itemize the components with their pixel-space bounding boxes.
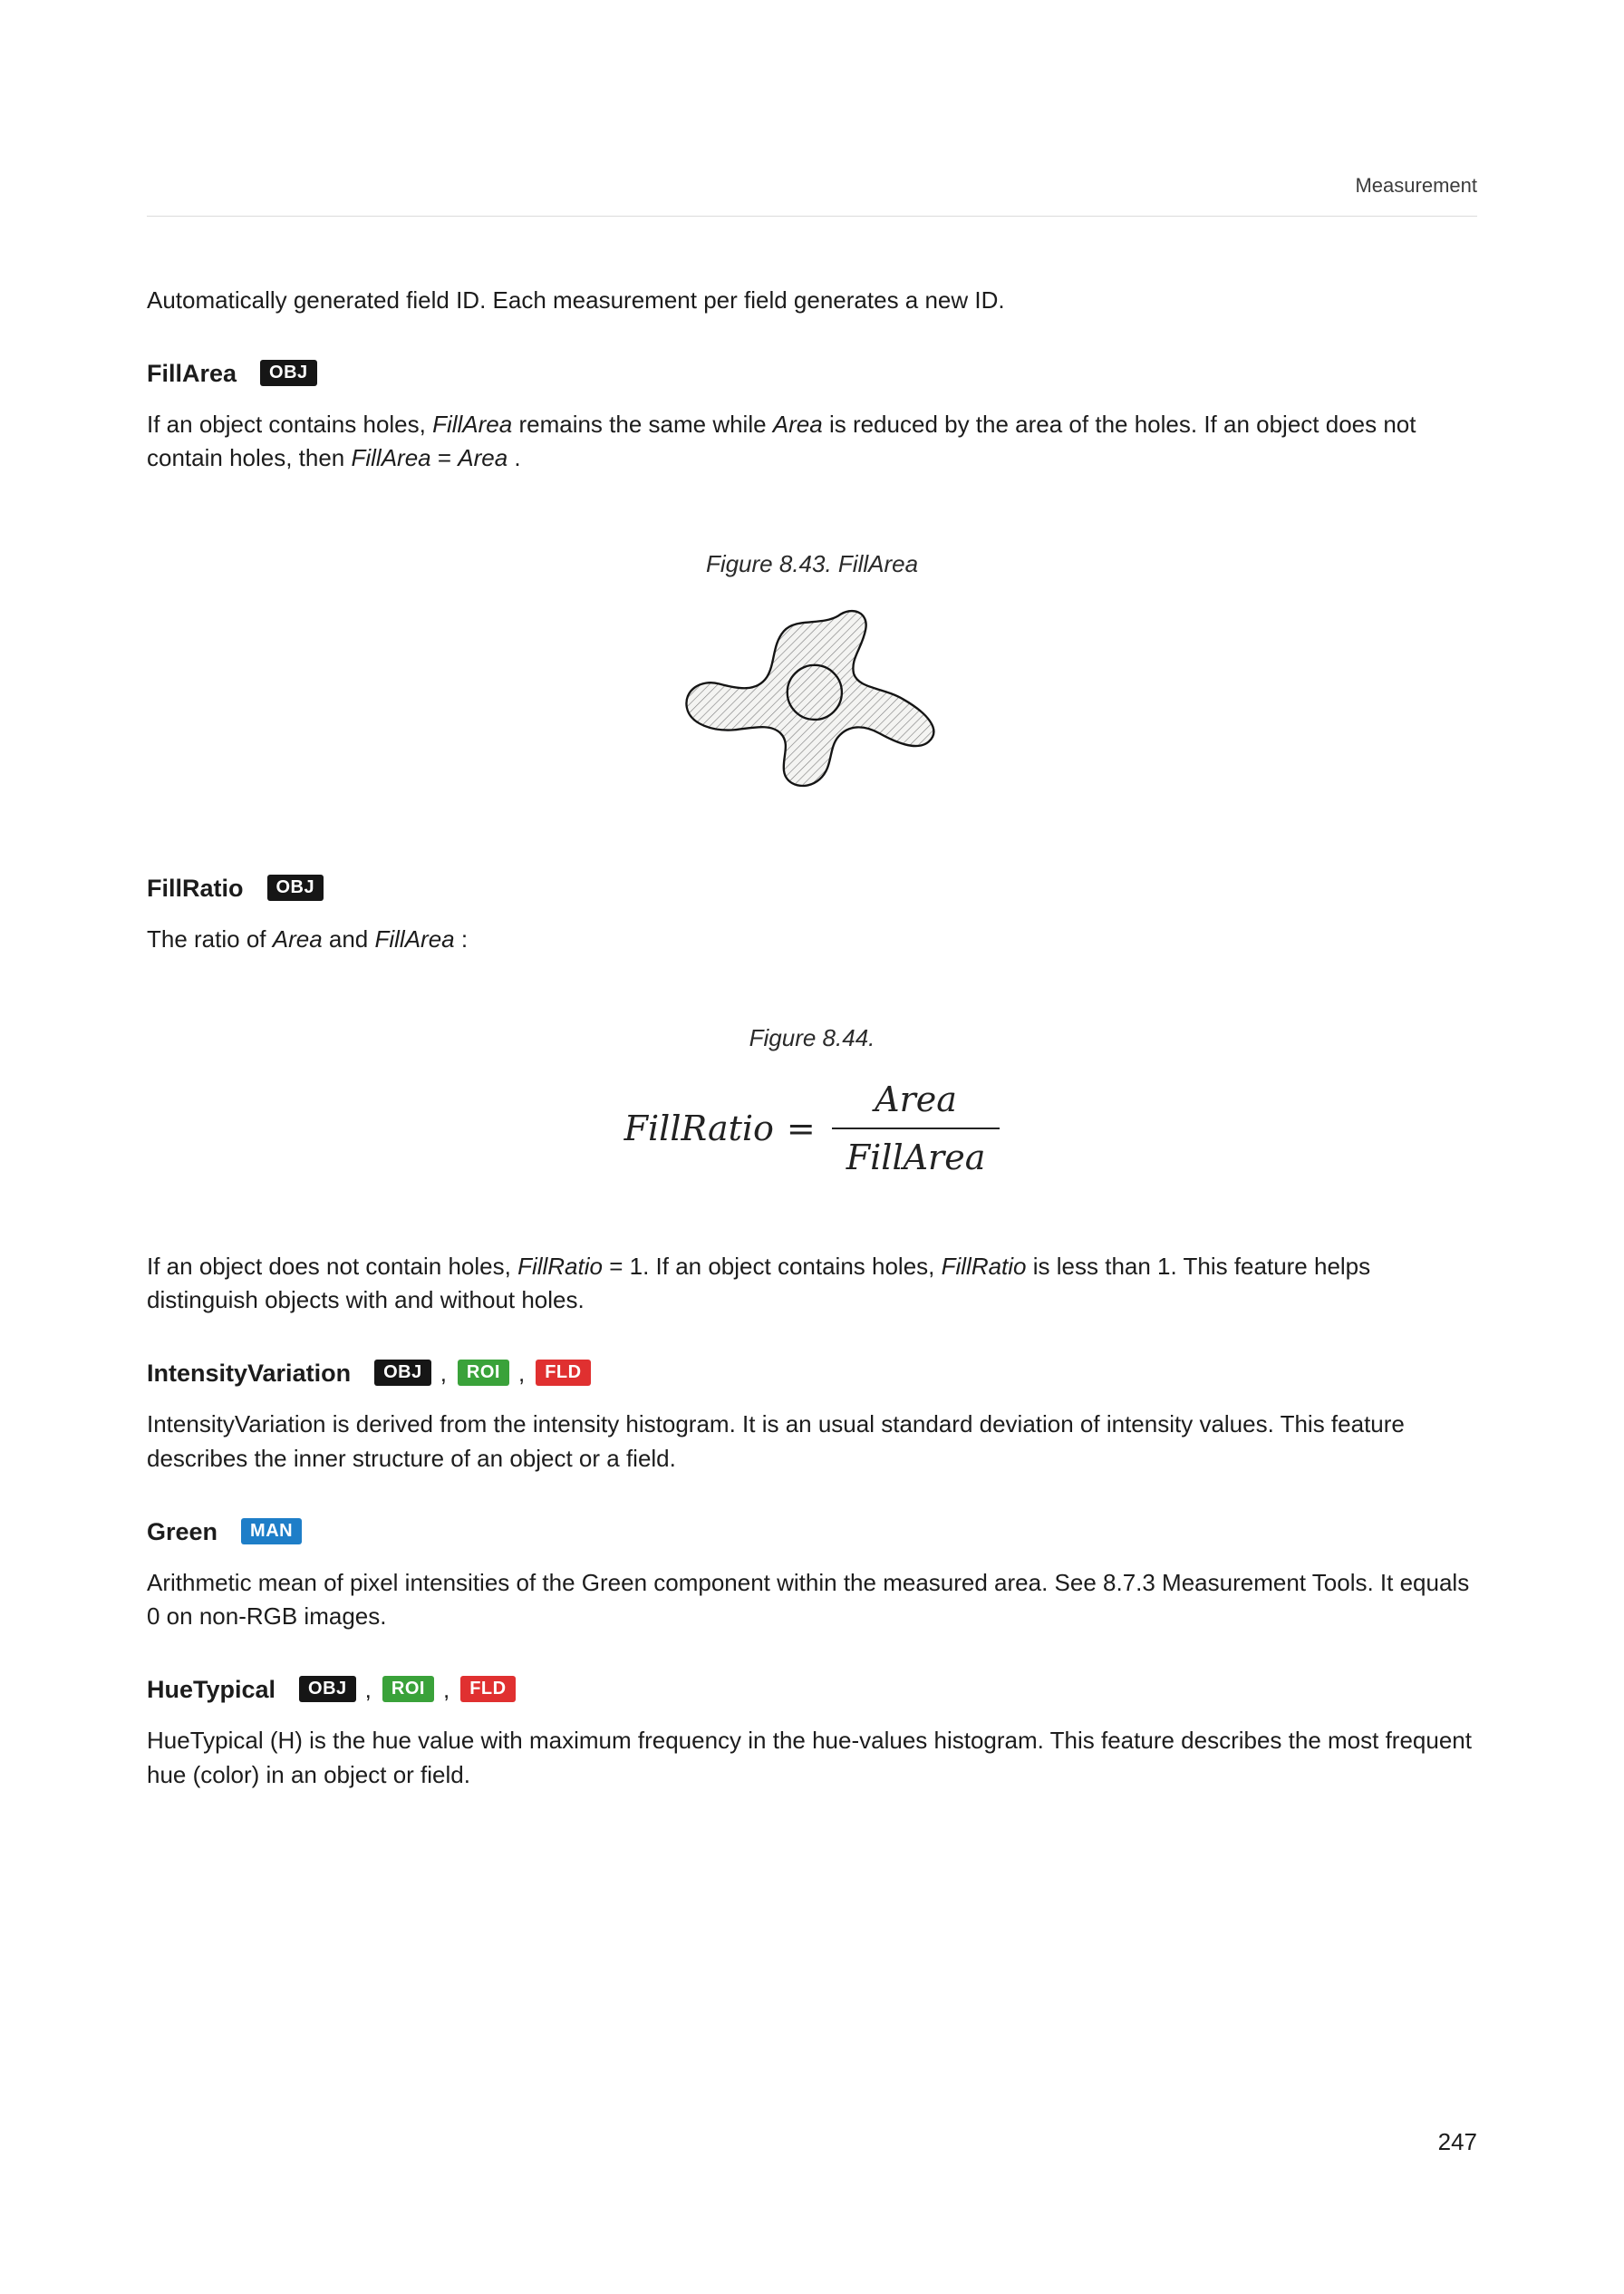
badge-obj: OBJ [374, 1360, 431, 1386]
inline-text: = [430, 444, 459, 472]
intro-paragraph: Automatically generated field ID. Each measurement per field generates a new ID. [147, 286, 1005, 314]
section-fillarea [147, 360, 1477, 811]
inline-term: Area [458, 444, 508, 472]
badge-separator: , [442, 1675, 450, 1703]
figure-caption-843: Figure 8.43. FillArea [705, 550, 919, 578]
inline-text: If an object does not contain holes, [147, 1252, 518, 1280]
figure-caption-844: Figure 8.44. [749, 1023, 875, 1051]
inline-text: remains the same while [512, 410, 773, 438]
feature-title-fillarea: FillArea [147, 359, 237, 387]
fillratio-formula [147, 1079, 1477, 1177]
feature-title-intensityvariation: IntensityVariation [147, 1360, 352, 1388]
section-intensityvariation [147, 1360, 1477, 1476]
fillratio-description [147, 923, 1477, 957]
badge-fld: FLD [460, 1676, 515, 1702]
blob-outline [686, 611, 933, 786]
badge-group-huetypical [299, 1676, 516, 1704]
badge-man: MAN [241, 1518, 302, 1544]
feature-title-green: Green [147, 1517, 218, 1545]
green-description [147, 1566, 1477, 1634]
fillarea-description [147, 408, 1477, 476]
badge-group-fillarea [260, 361, 317, 387]
inline-text: Arithmetic mean of pixel intensities of the Green component within the measured area. See 8.7.3 Measurement Tools. It equals 0 on non-RGB images. [147, 1568, 1470, 1631]
fillarea-blob-svg [672, 604, 952, 807]
badge-group-green [241, 1519, 302, 1545]
inline-term: FillArea [374, 925, 455, 953]
badge-obj: OBJ [260, 360, 317, 386]
badge-roi: ROI [382, 1676, 434, 1702]
inline-text: is reduced by the area of the holes. If an object does not contain holes, then [147, 410, 1416, 472]
page-number: 247 [1437, 2128, 1477, 2155]
fillarea-figure [147, 604, 1477, 811]
header-rule [147, 216, 1477, 217]
badge-separator: , [364, 1675, 372, 1703]
page-header [147, 174, 1477, 198]
inline-text: The ratio of [147, 925, 273, 953]
inline-text: HueTypical (H) is the hue value with maximum frequency in the hue-values histogram. This feature describes the most frequent hue (color) in an object or field. [147, 1726, 1472, 1788]
huetypical-description [147, 1724, 1477, 1792]
section-fillratio [147, 875, 1477, 1318]
feature-title-huetypical: HueTypical [147, 1675, 276, 1703]
badge-separator: , [440, 1360, 447, 1388]
inline-text: IntensityVariation is derived from the intensity histogram. It is an usual standard deviation of intensity values. This feature describes the inner structure of an object or a field. [147, 1410, 1405, 1472]
feature-heading-green [147, 1518, 1477, 1546]
badge-separator: , [517, 1360, 526, 1388]
inline-term: FillRatio [941, 1252, 1027, 1280]
feature-heading-fillarea [147, 360, 1477, 388]
fillratio-note [147, 1250, 1477, 1318]
badge-roi: ROI [458, 1360, 509, 1386]
inline-text: : [454, 925, 469, 953]
inline-text: is less than 1. This feature helps distinguish objects with and without holes. [147, 1252, 1371, 1314]
feature-heading-huetypical [147, 1676, 1477, 1704]
inline-term: FillRatio [517, 1252, 603, 1280]
section-green [147, 1518, 1477, 1634]
inline-term: Area [272, 925, 323, 953]
formula-equals-sign: = [786, 1108, 816, 1148]
inline-text: = 1. If an object contains holes, [602, 1252, 942, 1280]
formula-numerator: Area [875, 1079, 957, 1119]
badge-group-intensityvariation [374, 1360, 591, 1388]
header-title: Measurement [1355, 174, 1477, 197]
formula-denominator: FillArea [832, 1128, 1000, 1177]
inline-term: Area [772, 410, 823, 438]
inline-text: . [508, 444, 521, 472]
inline-text: and [322, 925, 375, 953]
badge-obj: OBJ [267, 875, 324, 901]
badge-fld: FLD [536, 1360, 590, 1386]
feature-heading-intensityvariation [147, 1360, 1477, 1388]
inline-term: FillArea [432, 410, 513, 438]
formula-lhs: FillRatio [624, 1108, 774, 1148]
feature-heading-fillratio [147, 875, 1477, 903]
section-huetypical [147, 1676, 1477, 1792]
inline-text: If an object contains holes, [147, 410, 433, 438]
badge-obj: OBJ [299, 1676, 356, 1702]
intensityvariation-description [147, 1408, 1477, 1476]
feature-title-fillratio: FillRatio [147, 875, 244, 903]
formula-fraction [832, 1079, 1000, 1177]
badge-group-fillratio [267, 876, 324, 902]
inline-term: FillArea [351, 444, 431, 472]
